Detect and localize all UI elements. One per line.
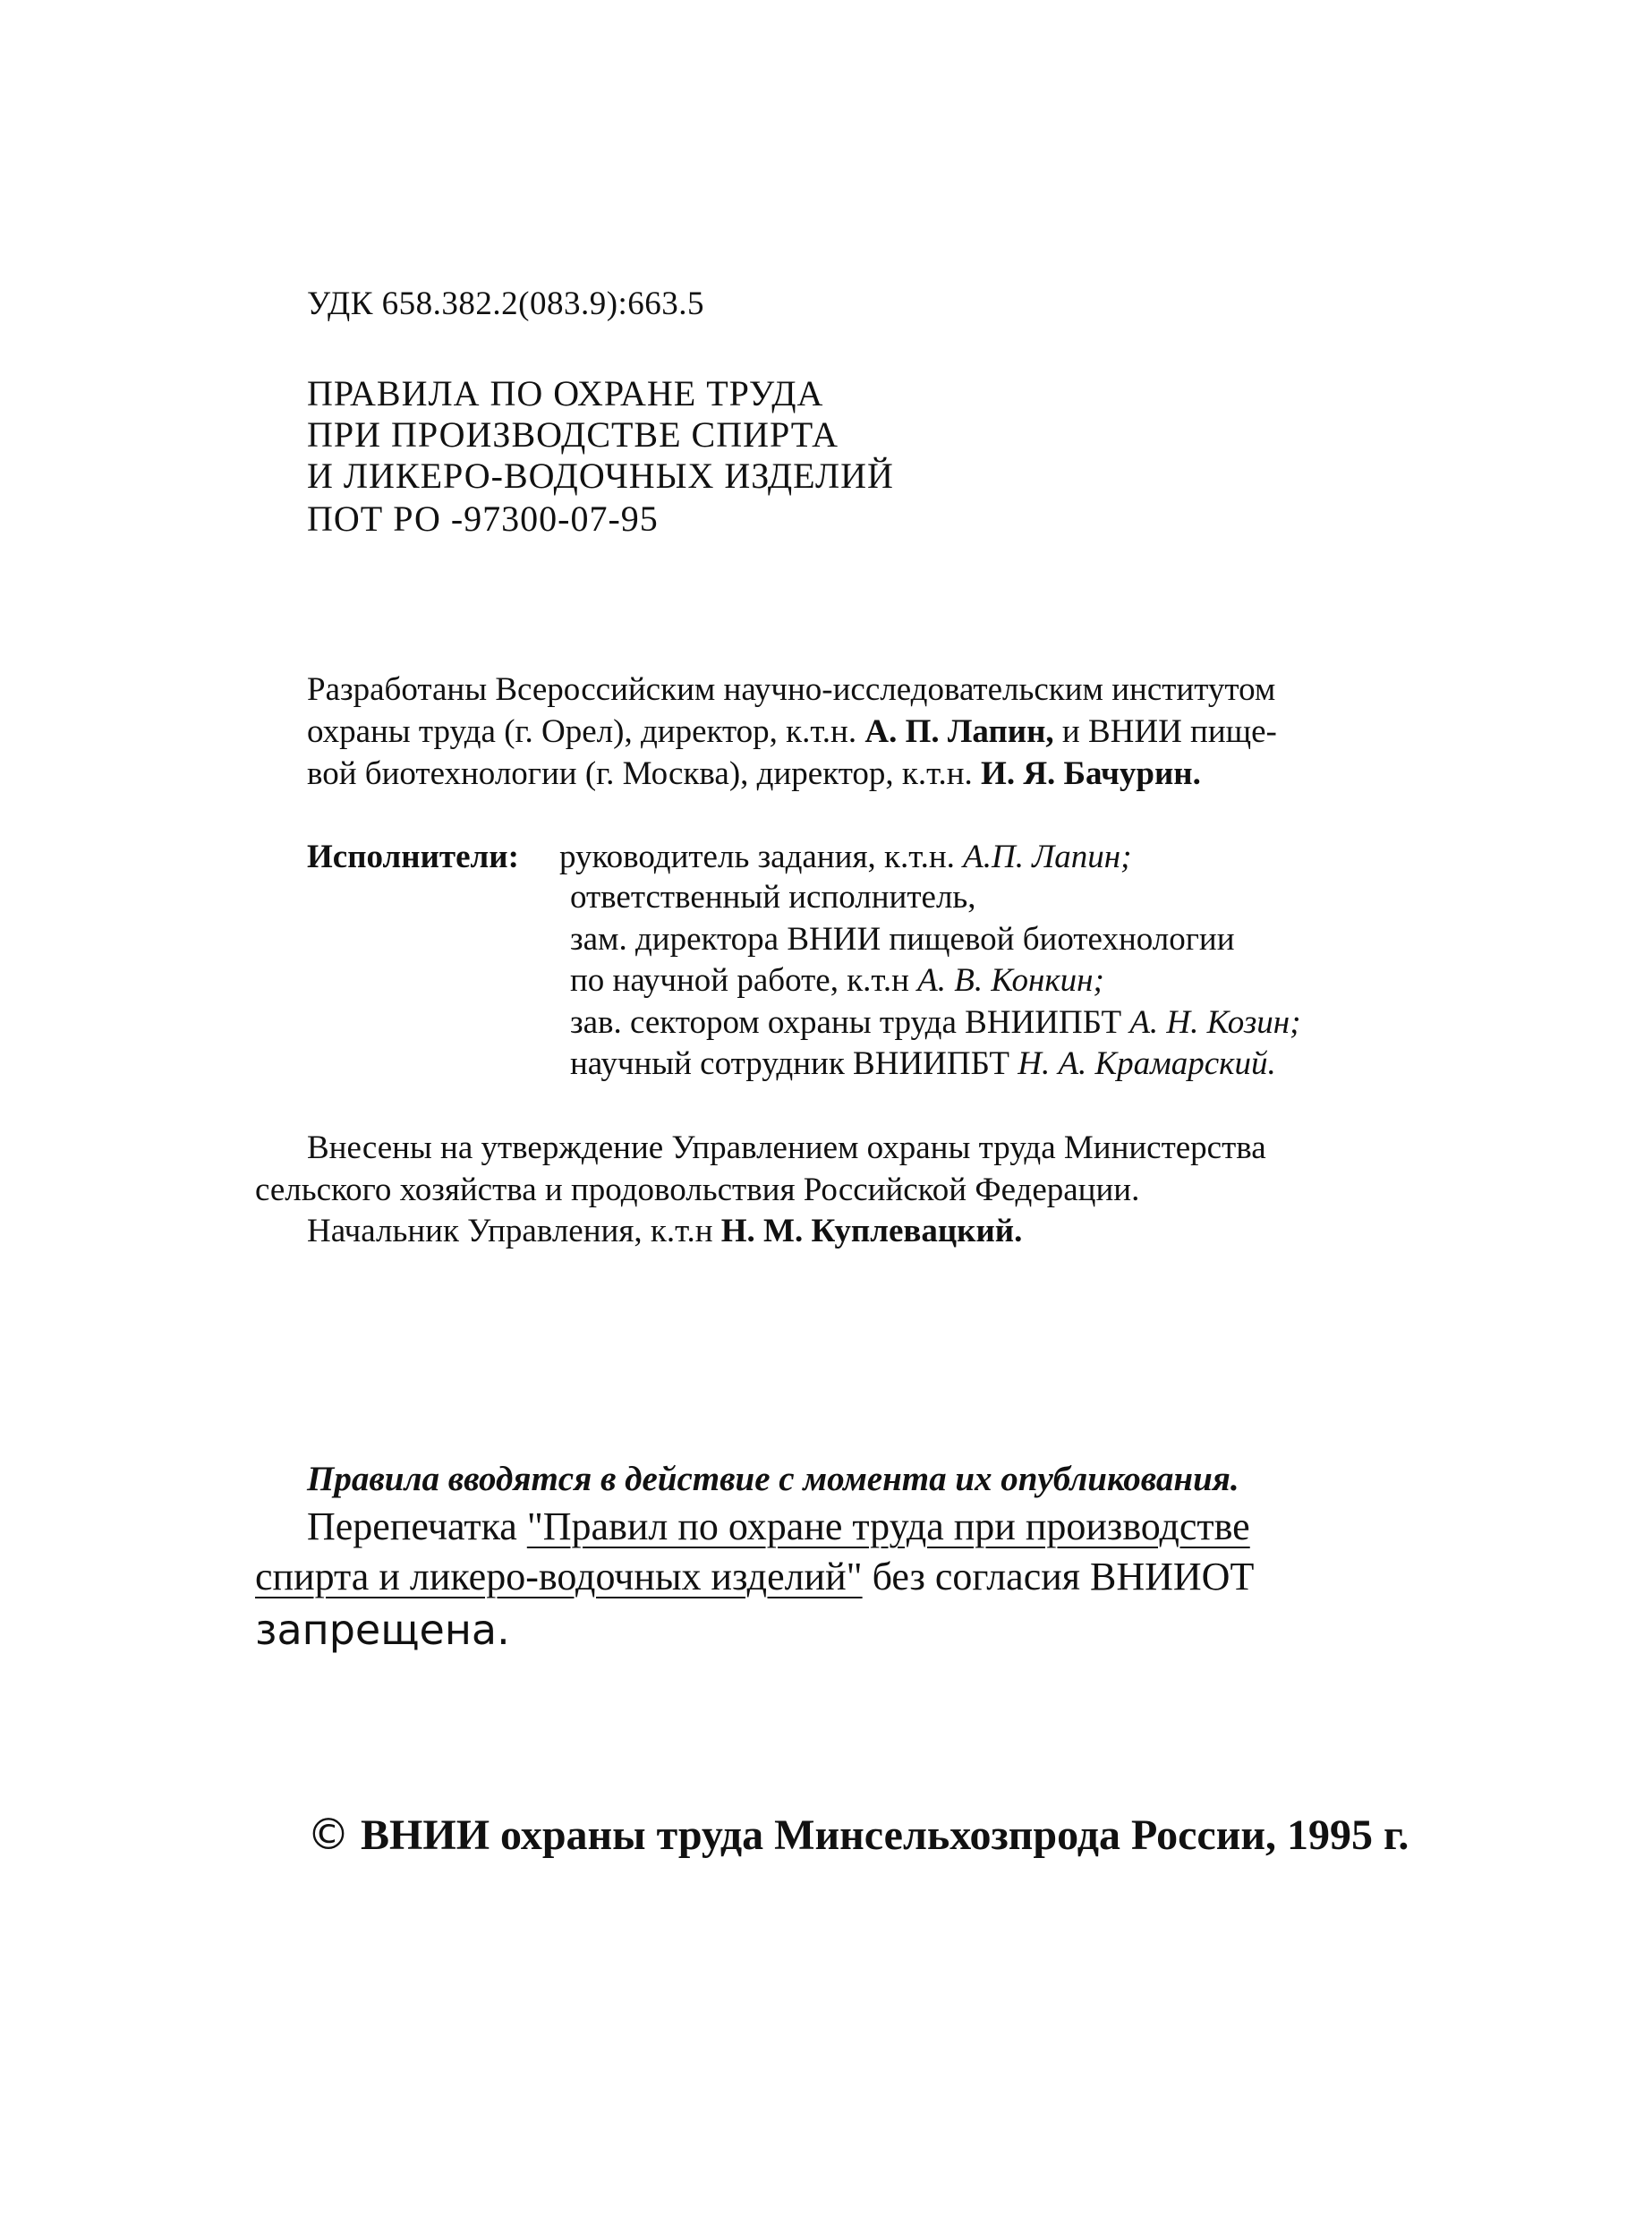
executor-role: научный сотрудник ВНИИПБТ bbox=[570, 1045, 1018, 1082]
executors-line-5 bbox=[570, 1002, 1300, 1044]
executors-line-4 bbox=[570, 960, 1104, 1001]
copyright-icon: © bbox=[307, 1810, 350, 1860]
executors-label: Исполнители: bbox=[307, 839, 519, 875]
title-code: ПОТ РО -97300-07-95 bbox=[307, 499, 659, 539]
reprint-stamp-forbidden: запрещена. bbox=[255, 1606, 510, 1654]
developer-name: А. П. Лапин, bbox=[864, 713, 1054, 750]
effective-date-note: Правила вводятся в действие с момента их опубликования. bbox=[307, 1460, 1239, 1498]
title-line-3: И ЛИКЕРО-ВОДОЧНЫХ ИЗДЕЛИЙ bbox=[307, 456, 894, 496]
executors-line-1 bbox=[559, 837, 1131, 878]
developers-text: и ВНИИ пище- bbox=[1053, 713, 1277, 750]
developers-line-2 bbox=[307, 712, 1277, 753]
executor-name: А.П. Лапин; bbox=[963, 839, 1132, 875]
reprint-title-underlined: спирта и ликеро-водочных изделий" bbox=[255, 1555, 863, 1598]
copyright-text: ВНИИ охраны труда Минсельхозпрода России, 1995 г. bbox=[350, 1811, 1409, 1859]
executor-name: Н. А. Крамарский. bbox=[1018, 1045, 1276, 1082]
executors-line-3: зам. директора ВНИИ пищевой биотехнологии bbox=[570, 921, 1235, 958]
executor-role: зав. сектором охраны труда ВНИИПБТ bbox=[570, 1004, 1130, 1041]
title-line-2: ПРИ ПРОИЗВОДСТВЕ СПИРТА bbox=[307, 414, 839, 455]
title-line-1: ПРАВИЛА ПО ОХРАНЕ ТРУДА bbox=[307, 373, 824, 413]
reprint-line-1 bbox=[307, 1504, 1250, 1550]
executors-line-2: ответственный исполнитель, bbox=[570, 879, 976, 916]
reprint-title-underlined: "Правил по охране труда при производстве bbox=[526, 1504, 1250, 1548]
executor-name: А. В. Конкин; bbox=[917, 962, 1104, 999]
copyright-line bbox=[307, 1810, 1409, 1860]
developers-line-1: Разработаны Всероссийским научно-исследовательским институтом bbox=[307, 671, 1276, 708]
reprint-text: Перепечатка bbox=[307, 1504, 527, 1548]
developers-text: вой биотехнологии (г. Москва), директор, к.т.н. bbox=[307, 755, 982, 792]
developers-text: охраны труда (г. Орел), директор, к.т.н. bbox=[307, 713, 865, 750]
udk-code: УДК 658.382.2(083.9):663.5 bbox=[307, 286, 705, 322]
executor-role: по научной работе, к.т.н bbox=[570, 962, 918, 999]
executor-role: руководитель задания, к.т.н. bbox=[559, 839, 964, 875]
submitted-text: Начальник Управления, к.т.н bbox=[307, 1213, 721, 1249]
submitted-line-2: сельского хозяйства и продовольствия Российской Федерации. bbox=[255, 1172, 1140, 1208]
executor-name: А. Н. Козин; bbox=[1129, 1004, 1301, 1041]
executors-line-6 bbox=[570, 1044, 1276, 1085]
reprint-text: без согласия ВНИИОТ bbox=[862, 1555, 1255, 1598]
submitted-line-3 bbox=[307, 1211, 1022, 1252]
developer-name: И. Я. Бачурин. bbox=[981, 755, 1201, 792]
department-head-name: Н. М. Куплевацкий. bbox=[720, 1213, 1023, 1249]
submitted-line-1: Внесены на утверждение Управлением охраны труда Министерства bbox=[307, 1129, 1266, 1166]
developers-line-3 bbox=[307, 754, 1201, 795]
reprint-line-2 bbox=[255, 1554, 1254, 1600]
